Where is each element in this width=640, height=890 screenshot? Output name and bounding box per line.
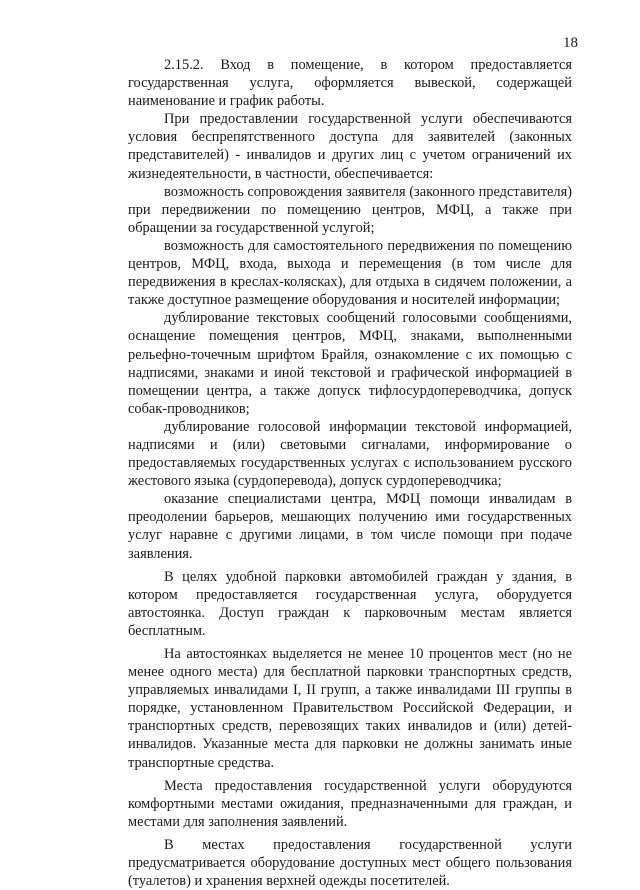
paragraph-disabled-parking: На автостоянках выделяется не менее 10 процентов мест (но не менее одного места) для бесплатной парковки транспортных средств, управляемых инвалидами I, II групп, а также инвалидами III группы в порядке, установленном Правительством Российской Федерации, и транспортных средств, перевозящих таких инвалидов и (или) детей-инвалидов. Указанные места для парковки не должны занимать иные транспортные средства. — [128, 646, 572, 771]
paragraph-public-facilities: В местах предоставления государственной услуги предусматривается оборудование доступных мест общего пользования (туалетов) и хранения верхней одежды посетителей. — [128, 836, 572, 890]
page-number: 18 — [563, 35, 578, 51]
paragraph-braille-duplication: дублирование текстовых сообщений голосовыми сообщениями, оснащение помещения центров, МФЦ, знаками, выполненными рельефно-точечным шрифтом Брайля, ознакомление с их помощью с надписями, знаками и иной текстовой и графической информацией в помещении центра, а также допуск тифлосурдопереводчика, допуск собак-проводников; — [128, 310, 572, 417]
paragraph-escort-possibility: возможность сопровождения заявителя (законного представителя) при передвижении по помещению центров, МФЦ, а также при обращении за государственной услугой; — [128, 183, 572, 236]
paragraph-entrance-signage: 2.15.2. Вход в помещение, в котором предоставляется государственная услуга, оформляется вывеской, содержащей наименование и график работы. — [128, 57, 572, 110]
paragraph-parking: В целях удобной парковки автомобилей граждан у здания, в котором предоставляется государственная услуга, оборудуется автостоянка. Доступ граждан к парковочным местам является бесплатным. — [128, 568, 572, 639]
paragraph-accessibility-conditions: При предоставлении государственной услуги обеспечиваются условия беспрепятственного доступа для заявителей (законных представителей) - инвалидов и других лиц с учетом ограничений их жизнедеятельности, в частности, обеспечивается: — [128, 111, 572, 182]
document-body — [128, 56, 572, 890]
paragraph-waiting-areas: Места предоставления государственной услуги оборудуются комфортными местами ожидания, предназначенными для граждан, и местами для заполнения заявлений. — [128, 777, 572, 830]
paragraph-sign-language: дублирование голосовой информации текстовой информацией, надписями и (или) световыми сигналами, информирование о предоставляемых государственных услугах с использованием русского жестового языка (сурдоперевода), допуск сурдопереводчика; — [128, 418, 572, 490]
paragraph-staff-assistance: оказание специалистами центра, МФЦ помощи инвалидам в преодолении барьеров, мешающих получению ими государственных услуг наравне с другими лицами, в том числе помощи при подаче заявления. — [128, 491, 572, 562]
paragraph-independent-movement: возможность для самостоятельного передвижения по помещению центров, МФЦ, входа, выхода и перемещения (в том числе для передвижения в креслах-колясках), для отдыха в сидячем положении, а также доступное размещение оборудования и носителей информации; — [128, 237, 572, 309]
